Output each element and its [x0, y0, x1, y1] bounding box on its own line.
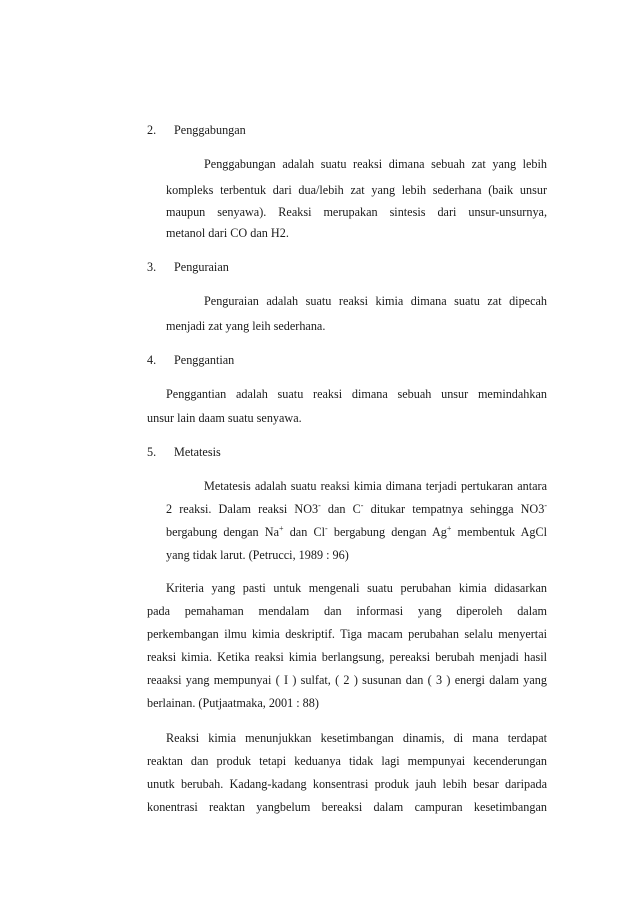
text-line: Reaksi kimia menunjukkan kesetimbangan dinamis, di mana terdapat: [166, 731, 547, 745]
text-line: metanol dari CO dan H2.: [166, 226, 289, 240]
text-line: yang tidak larut. (Petrucci, 1989 : 96): [166, 548, 349, 562]
text-line: unutk berubah. Kadang-kadang konsentrasi produk jauh lebih besar daripada: [147, 777, 547, 791]
item-title: Penguraian: [174, 260, 229, 274]
text-line: reaksi kimia. Ketika reaksi kimia berlangsung, pereaksi berubah menjadi hasil: [147, 650, 547, 664]
text-line: kompleks terbentuk dari dua/lebih zat yang lebih sederhana (baik unsur: [166, 183, 547, 197]
text-line: Penguraian adalah suatu reaksi kimia dimana suatu zat dipecah: [204, 294, 547, 308]
text-line: maupun senyawa). Reaksi merupakan sintesis dari unsur-unsurnya,: [166, 205, 547, 219]
text-line: bergabung dengan Na+ dan Cl- bergabung dengan Ag+ membentuk AgCl: [166, 524, 548, 539]
text-line: Penggabungan adalah suatu reaksi dimana sebuah zat yang lebih: [204, 157, 547, 171]
text-line: reaktan dan produk tetapi keduanya tidak lagi mempunyai kecenderungan: [147, 754, 547, 768]
item-number: 2.: [147, 123, 157, 137]
text-line: berlainan. (Putjaatmaka, 2001 : 88): [147, 696, 319, 710]
text-line: unsur lain daam suatu senyawa.: [147, 411, 302, 425]
item-title: Metatesis: [174, 445, 221, 459]
text-line: menjadi zat yang leih sederhana.: [166, 319, 326, 333]
text-line: Metatesis adalah suatu reaksi kimia dimana terjadi pertukaran antara: [204, 479, 547, 493]
text-line: Penggantian adalah suatu reaksi dimana sebuah unsur memindahkan: [166, 387, 547, 401]
text-line: perkembangan ilmu kimia deskriptif. Tiga macam perubahan selalu menyertai: [147, 627, 547, 641]
text-line: pada pemahaman mendalam dan informasi yang diperoleh dalam: [147, 604, 547, 618]
text-line: reaaksi yang mempunyai ( I ) sulfat, ( 2 ) susunan dan ( 3 ) energi dalam yang: [147, 673, 547, 687]
item-number: 5.: [147, 445, 157, 459]
text-line: Kriteria yang pasti untuk mengenali suatu perubahan kimia didasarkan: [166, 581, 547, 595]
text-line: konentrasi reaktan yangbelum bereaksi dalam campuran kesetimbangan: [147, 800, 547, 814]
text-line: 2 reaksi. Dalam reaksi NO3- dan C- ditukar tempatnya sehingga NO3-: [166, 501, 547, 516]
item-number: 4.: [147, 353, 157, 367]
item-title: Penggantian: [174, 353, 235, 367]
item-title: Penggabungan: [174, 123, 246, 137]
item-number: 3.: [147, 260, 157, 274]
